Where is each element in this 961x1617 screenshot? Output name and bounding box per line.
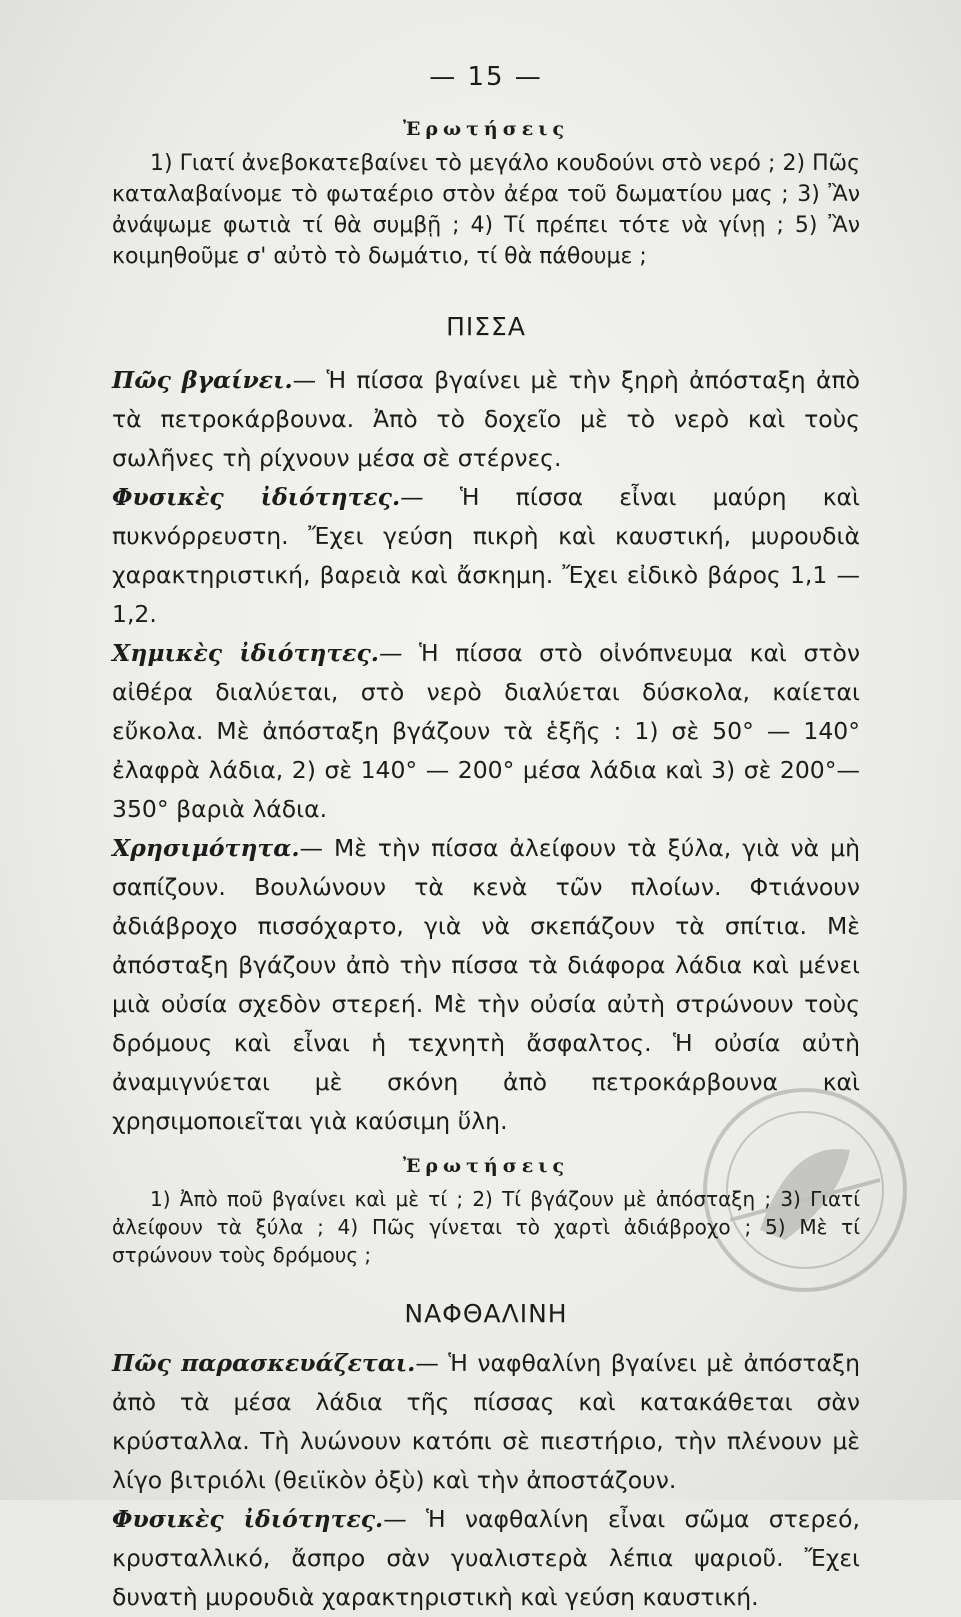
questions-block-1: 1) Γιατί ἀνεβοκατεβαίνει τὸ μεγάλο κουδούνι στὸ νερό ; 2) Πῶς καταλαβαίνομε τὸ φωταέριο στὸν ἀέρα τοῦ δωματίου μας ; 3) Ἂν ἀνάψωμε φωτιὰ τί θὰ συμβῇ ; 4) Τί πρέπει τότε νὰ γίνῃ ; 5) Ἂν κοιμηθοῦμε σ' αὐτὸ τὸ δωμάτιο, τί θὰ πάθουμε ; (112, 151, 860, 269)
paragraph-text: — Μὲ τὴν πίσσα ἀλείφουν τὰ ξύλα, γιὰ νὰ μὴ σαπίζουν. Βουλώνουν τὰ κενὰ τῶν πλοίων. Φτιάνουν ἀδιάβροχο πισσόχαρτο, γιὰ νὰ σκεπάζουν τὰ σπίτια. Μὲ ἀπόσταξη βγάζουν ἀπὸ τὴν πίσσα τὰ διάφορα λάδια καὶ μένει μιὰ οὐσία σχεδὸν στερεή. Μὲ τὴν οὐσία αὐτὴ στρώνουν τοὺς δρόμους καὶ εἶναι ἡ τεχνητὴ ἄσφαλτος. Ἡ οὐσία αὐτὴ ἀναμιγνύεται μὲ σκόνη ἀπὸ πετροκάρβουνα καὶ χρησιμοποιεῖται γιὰ καύσιμη ὕλη. (112, 834, 860, 1135)
pissa-paragraph-chemical (112, 634, 860, 829)
page-content (112, 62, 860, 1617)
pissa-paragraph-extraction (112, 361, 860, 478)
section-title-pissa: ΠΙΣΣΑ (446, 312, 526, 341)
paragraph-lead: Χρησιμότητα. (112, 834, 300, 862)
questions-heading-1: Ἐρωτήσεις (402, 118, 570, 140)
page-number: — 15 — (429, 62, 543, 92)
pissa-paragraph-usage (112, 829, 860, 1141)
paragraph-text: — Ἡ πίσσα εἶναι μαύρη καὶ πυκνόρρευστη. Ἔχει γεύση πικρὴ καὶ καυστική, μυρουδιὰ χαρακτηριστική, βαρειὰ καὶ ἄσκημη. Ἔχει εἰδικὸ βάρος 1,1 — 1,2. (112, 483, 860, 628)
paragraph-lead: Φυσικὲς ἰδιότητες. (112, 1505, 384, 1533)
section-title-naftalini: ΝΑΦΘΑΛΙΝΗ (404, 1299, 568, 1328)
pissa-paragraph-physical (112, 478, 860, 634)
questions-block-2: 1) Ἀπὸ ποῦ βγαίνει καὶ μὲ τί ; 2) Τί βγάζουν μὲ ἀπόσταξη ; 3) Γιατί ἀλείφουν τὰ ξύλα ; 4) Πῶς γίνεται τὸ χαρτὶ ἀδιάβροχο ; 5) Μὲ τί στρώνουν τοὺς δρόμους ; (112, 1187, 860, 1267)
paragraph-lead: Πῶς παρασκευάζεται. (112, 1349, 416, 1377)
paragraph-text: — Ἡ ναφθαλίνη βγαίνει μὲ ἀπόσταξη ἀπὸ τὰ μέσα λάδια τῆς πίσσας καὶ κατακάθεται σὰν κρύσταλλα. Τὴ λυώνουν κατόπι σὲ πιεστήριο, τὴν πλένουν μὲ λίγο βιτριόλι (θειϊκὸν ὀξὺ) καὶ τὴν ἀποστάζουν. (112, 1349, 860, 1494)
paragraph-lead: Πῶς βγαίνει. (112, 366, 293, 394)
paragraph-text: — Ἡ πίσσα στὸ οἰνόπνευμα καὶ στὸν αἰθέρα διαλύεται, στὸ νερὸ διαλύεται δύσκολα, καίεται εὔκολα. Μὲ ἀπόσταξη βγάζουν τὰ ἑξῆς : 1) σὲ 50° — 140° ἐλαφρὰ λάδια, 2) σὲ 140° — 200° μέσα λάδια καὶ 3) σὲ 200°—350° βαριὰ λάδια. (112, 639, 861, 823)
paragraph-text: — Ἡ ναφθαλίνη εἶναι σῶμα στερεό, κρυσταλλικό, ἄσπρο σὰν γυαλιστερὰ λέπια ψαριοῦ. Ἔχει δυνατὴ μυρουδιὰ χαρακτηριστικὴ καὶ γεύση καυστική. (112, 1505, 860, 1611)
paragraph-text: — Ἡ πίσσα βγαίνει μὲ τὴν ξηρὴ ἀπόσταξη ἀπὸ τὰ πετροκάρβουνα. Ἀπὸ τὸ δοχεῖο μὲ τὸ νερὸ καὶ τοὺς σωλῆνες τὴ ρίχνουν μέσα σὲ στέρνες. (112, 366, 860, 472)
naftalini-paragraph-preparation (112, 1344, 860, 1500)
paragraph-lead: Χημικὲς ἰδιότητες. (112, 639, 379, 667)
naftalini-paragraph-physical (112, 1500, 860, 1617)
paragraph-lead: Φυσικὲς ἰδιότητες. (112, 483, 401, 511)
questions-heading-2: Ἐρωτήσεις (402, 1155, 570, 1177)
